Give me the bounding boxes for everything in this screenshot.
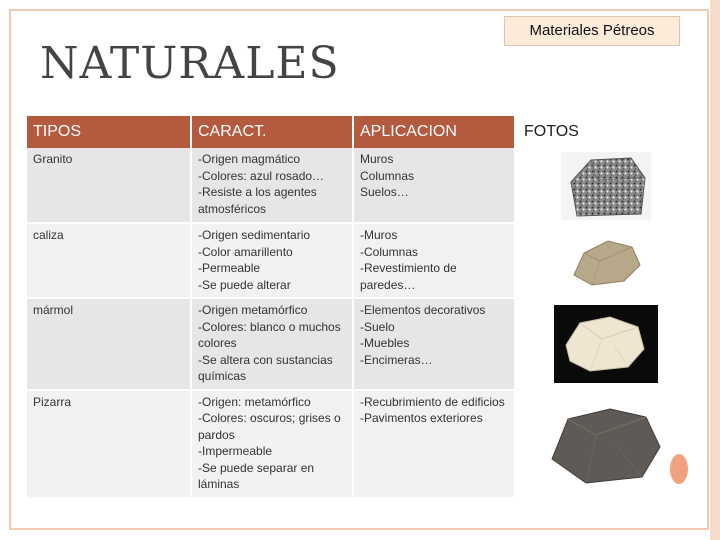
slide-edge-decoration	[710, 0, 720, 540]
header-tipos: TIPOS	[27, 116, 191, 148]
aplicacion-line: -Elementos decorativos	[360, 303, 486, 317]
caract-line: -Permeable	[198, 261, 261, 275]
section-badge: Materiales Pétreos	[504, 16, 680, 46]
cell-aplicacion	[353, 298, 515, 390]
table-row	[27, 390, 695, 498]
cell-caract	[191, 148, 353, 223]
limestone-rock-photo	[515, 223, 695, 298]
aplicacion-line: -Pavimentos exteriores	[360, 411, 483, 425]
aplicacion-line: -Encimeras…	[360, 352, 433, 367]
aplicacion-line: Muros	[360, 152, 394, 166]
caract-line: -Color amarillento	[198, 244, 293, 259]
cell-aplicacion	[353, 223, 515, 298]
marble-rock-photo	[515, 298, 695, 390]
caract-line: -Colores: blanco o muchos colores	[198, 319, 341, 350]
header-fotos: FOTOS	[524, 123, 579, 140]
caract-line: -Origen magmático	[198, 152, 301, 166]
slate-rock-photo	[515, 390, 695, 498]
slide-title: NATURALES	[40, 38, 340, 89]
cell-aplicacion	[353, 148, 515, 223]
cell-tipo: Granito	[27, 148, 191, 223]
caract-line: -Origen sedimentario	[198, 228, 311, 242]
table-row	[27, 148, 695, 223]
table-row	[27, 298, 695, 390]
slide-number-circle	[668, 452, 690, 486]
cell-tipo: Pizarra	[27, 390, 191, 498]
aplicacion-line: Suelos…	[360, 185, 409, 199]
cell-tipo: mármol	[27, 298, 191, 390]
aplicacion-line: -Revestimiento de paredes…	[360, 261, 457, 292]
caract-line: -Se puede separar en láminas	[198, 460, 315, 491]
cell-tipo: caliza	[27, 223, 191, 298]
granite-rock-photo	[515, 148, 695, 223]
table-row	[27, 223, 695, 298]
caract-line: -Se puede alterar	[198, 277, 291, 292]
caract-line: -Impermeable	[198, 444, 273, 458]
caract-line: -Origen metamórfico	[198, 303, 308, 317]
caract-line: -Colores: oscuros; grises o pardos	[198, 411, 341, 442]
cell-caract	[191, 298, 353, 390]
materials-table	[27, 116, 695, 499]
caract-line: -Origen: metamórfico	[198, 394, 311, 409]
table-header-row	[27, 116, 695, 148]
cell-aplicacion	[353, 390, 515, 498]
aplicacion-line: -Suelo	[360, 319, 395, 334]
caract-line: -Resiste a los agentes atmosféricos	[198, 185, 317, 216]
caract-line: -Colores: azul rosado…	[198, 168, 325, 183]
aplicacion-line: -Muros	[360, 228, 398, 242]
header-aplicacion: APLICACION	[353, 116, 515, 148]
aplicacion-line: -Muebles	[360, 336, 410, 350]
caract-line: -Se altera con sustancias químicas	[198, 352, 333, 383]
aplicacion-line: -Recubrimiento de edificios	[360, 394, 505, 409]
aplicacion-line: -Columnas	[360, 244, 419, 259]
aplicacion-line: Columnas	[360, 168, 415, 183]
cell-caract	[191, 390, 353, 498]
header-caract: CARACT.	[191, 116, 353, 148]
cell-caract	[191, 223, 353, 298]
